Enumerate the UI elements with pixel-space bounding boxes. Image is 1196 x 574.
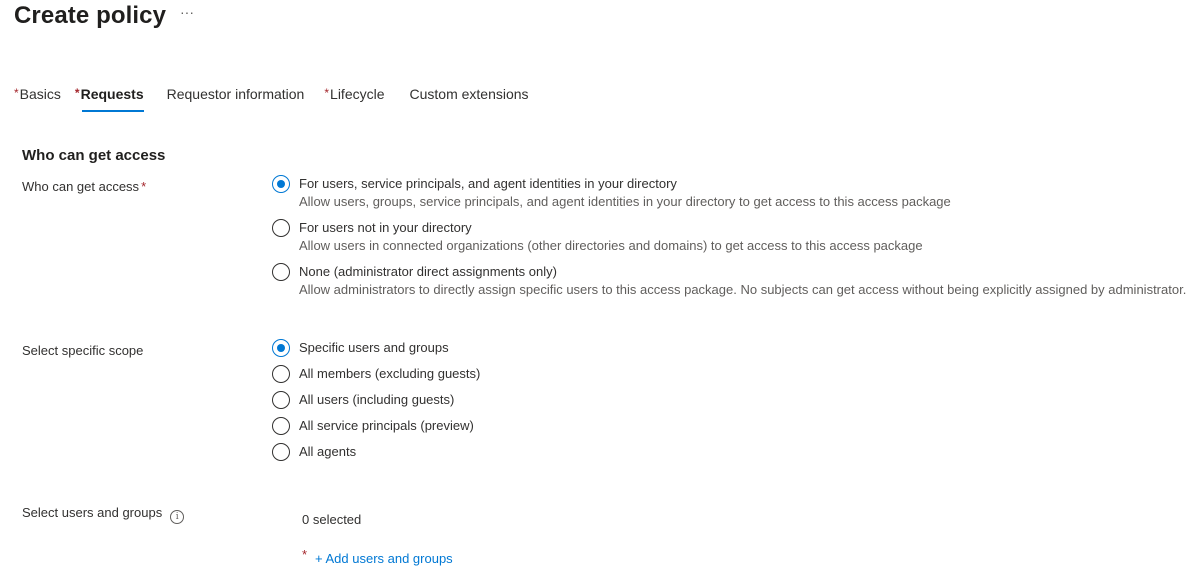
radio-button[interactable] xyxy=(272,391,290,409)
radio-label: All users (including guests) xyxy=(299,392,455,407)
radio-scope-all-members[interactable] xyxy=(272,365,480,383)
radio-scope-all-agents[interactable] xyxy=(272,443,356,461)
radio-label: All service principals (preview) xyxy=(299,418,474,433)
radio-button[interactable] xyxy=(272,443,290,461)
radio-scope-all-service-principals[interactable] xyxy=(272,417,474,435)
radio-button[interactable] xyxy=(272,219,290,237)
required-marker: * xyxy=(14,86,19,100)
page-title: Create policy xyxy=(14,2,167,29)
tab-label: Custom extensions xyxy=(409,86,529,102)
select-specific-scope-label: Select specific scope xyxy=(22,343,144,358)
tab-label: Lifecycle xyxy=(330,86,385,102)
radio-label: None (administrator direct assignments only) xyxy=(299,264,557,279)
tab-requests[interactable] xyxy=(75,84,144,104)
tab-custom-extensions[interactable] xyxy=(410,84,529,104)
tab-basics[interactable] xyxy=(14,84,61,104)
radio-button[interactable] xyxy=(272,175,290,193)
radio-option-none[interactable] xyxy=(272,263,1186,299)
select-users-groups-label xyxy=(22,504,184,524)
tab-lifecycle[interactable] xyxy=(324,84,384,104)
add-users-groups-link[interactable]: + Add users and groups xyxy=(315,551,453,566)
radio-button[interactable] xyxy=(272,263,290,281)
radio-label: All members (excluding guests) xyxy=(299,366,481,381)
radio-button[interactable] xyxy=(272,417,290,435)
radio-description: Allow users in connected organizations (other directories and domains) to get access to this access package xyxy=(299,238,923,253)
field-label-text: Who can get access xyxy=(22,179,140,194)
radio-label: For users not in your directory xyxy=(299,220,472,235)
info-icon[interactable]: i xyxy=(170,510,184,524)
tab-label: Basics xyxy=(19,86,61,102)
required-marker: * xyxy=(141,179,147,194)
radio-button[interactable] xyxy=(272,365,290,383)
radio-description: Allow users, groups, service principals, and agent identities in your directory to get access to this access package xyxy=(299,194,951,209)
tab-requestor-information[interactable] xyxy=(167,84,305,104)
selected-count: 0 selected xyxy=(302,512,362,527)
required-marker: * xyxy=(302,547,308,562)
radio-option-in-directory[interactable] xyxy=(272,175,951,211)
section-title: Who can get access xyxy=(22,147,166,164)
tab-bar xyxy=(14,84,529,112)
radio-scope-specific-users-groups[interactable] xyxy=(272,339,449,357)
radio-button[interactable] xyxy=(272,339,290,357)
required-marker: * xyxy=(74,86,80,100)
radio-label: For users, service principals, and agent identities in your directory xyxy=(299,176,677,191)
who-can-get-access-label xyxy=(22,178,146,196)
radio-scope-all-users[interactable] xyxy=(272,391,454,409)
radio-description: Allow administrators to directly assign specific users to this access package. No subjects can get access without being explicitly assigned by administrator. xyxy=(299,282,1187,297)
radio-label: All agents xyxy=(299,444,357,459)
more-options-icon[interactable]: ··· xyxy=(180,4,194,20)
tab-label: Requestor information xyxy=(166,86,305,102)
field-label-text: Select users and groups xyxy=(22,505,163,520)
required-marker: * xyxy=(324,86,330,100)
tab-label: Requests xyxy=(80,86,144,102)
radio-option-not-in-directory[interactable] xyxy=(272,219,923,255)
radio-label: Specific users and groups xyxy=(299,340,449,355)
